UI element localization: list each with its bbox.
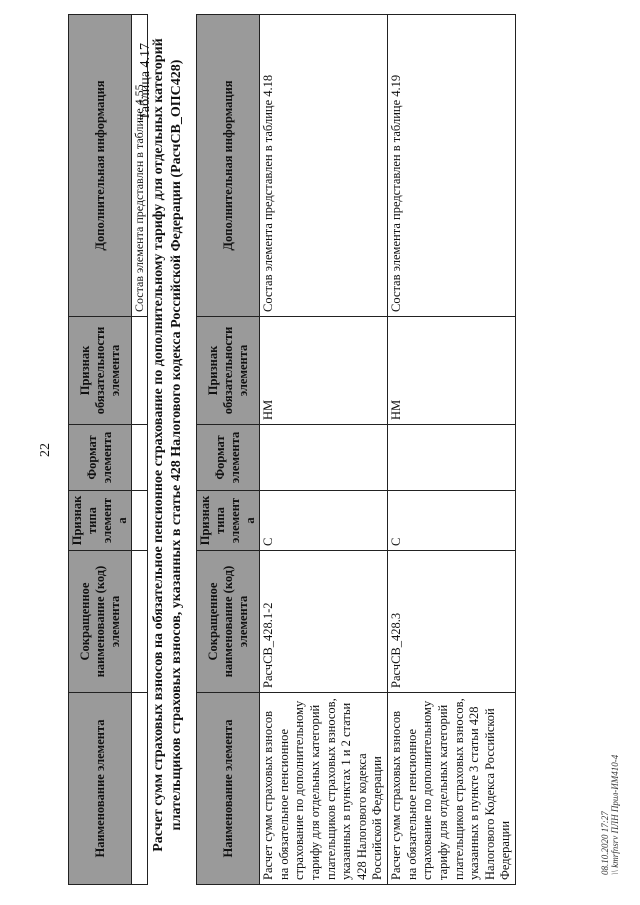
cell-required: НМ	[260, 317, 388, 425]
header-element-required: Признак обязательности элемента	[69, 317, 132, 425]
cell-required	[132, 317, 148, 425]
header-element-type: Признак типа элемента	[197, 491, 260, 551]
header-element-format: Формат элемента	[197, 425, 260, 491]
cell-format	[388, 425, 516, 491]
table-label: Таблица 4.17	[138, 43, 153, 121]
table-row	[260, 15, 388, 885]
header-element-type: Признак типа элемента	[69, 491, 132, 551]
table-title	[150, 15, 185, 875]
cell-info: Состав элемента представлен в таблице 4.18	[260, 15, 388, 317]
header-element-code: Сокращенное наименование (код) элемента	[197, 551, 260, 693]
table-row	[388, 15, 516, 885]
cell-name	[132, 693, 148, 885]
cell-format	[132, 425, 148, 491]
header-element-name: Наименование элемента	[69, 693, 132, 885]
header-additional-info: Дополнительная информация	[197, 15, 260, 317]
stamp-date: 08.10.2020 17:27	[600, 811, 610, 875]
cell-info: Состав элемента представлен в таблице 4.55	[132, 15, 148, 317]
header-additional-info: Дополнительная информация	[69, 15, 132, 317]
previous-table-continuation	[68, 14, 148, 885]
cell-type: С	[388, 491, 516, 551]
header-element-name: Наименование элемента	[197, 693, 260, 885]
header-element-required: Признак обязательности элемента	[197, 317, 260, 425]
table-header-row	[197, 15, 260, 885]
cell-type	[132, 491, 148, 551]
table-title-line-1: Расчет сумм страховых взносов на обязательное пенсионное страхование по дополнительному тарифу для отдельных категорий	[151, 38, 166, 852]
cell-required: НМ	[388, 317, 516, 425]
page-number: 22	[38, 443, 53, 457]
cell-name: Расчет сумм страховых взносов на обязательное пенсионное страхование по дополнительному тарифу для отдельных категорий плательщиков страховых взносов, указанных в пункте 3 статьи 428 Налогового Кодекса Российской Федерации	[388, 693, 516, 885]
print-stamp	[600, 755, 621, 875]
cell-code: РасчСВ_428.3	[388, 551, 516, 693]
table-header-row	[69, 15, 132, 885]
table-title-line-2: плательщиков страховых взносов, указанных в статье 428 Налогового кодекса Российской Федерации (РасчСВ_ОПС428)	[168, 59, 184, 831]
cell-code	[132, 551, 148, 693]
header-element-code: Сокращенное наименование (код) элемента	[69, 551, 132, 693]
cell-name: Расчет сумм страховых взносов на обязательное пенсионное страхование по дополнительному тарифу для отдельных категорий плательщиков страховых взносов, указанных в пунктах 1 и 2 статьи 428 Налогового кодекса Российской Федерации	[260, 693, 388, 885]
cell-format	[260, 425, 388, 491]
table-4-17	[196, 14, 516, 885]
cell-info: Состав элемента представлен в таблице 4.19	[388, 15, 516, 317]
header-element-format: Формат элемента	[69, 425, 132, 491]
cell-type: С	[260, 491, 388, 551]
stamp-path: \\ kmrfnsrv ПЛН Прил-ИМ410-4	[610, 754, 621, 875]
cell-code: РасчСВ_428.1-2	[260, 551, 388, 693]
